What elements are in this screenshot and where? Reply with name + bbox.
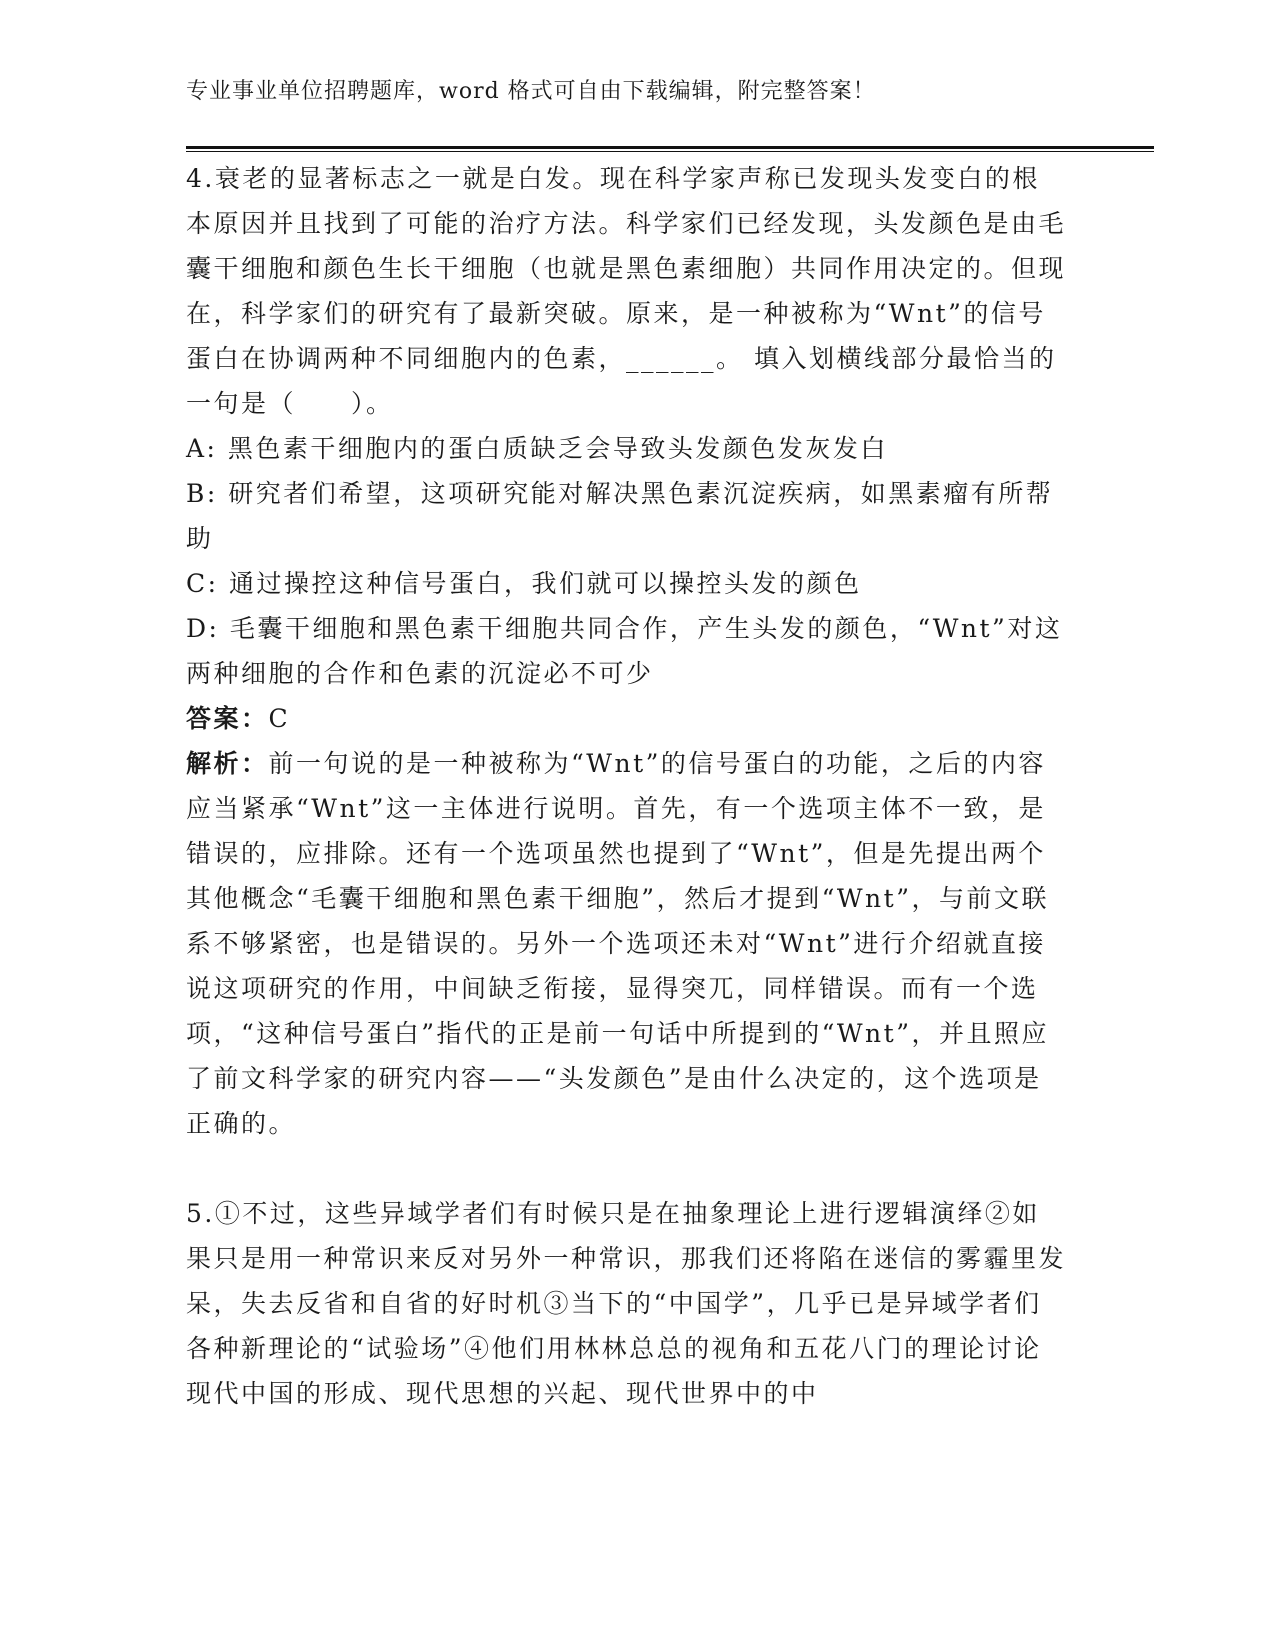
analysis-text: 前一句说的是一种被称为“Wnt”的信号蛋白的功能，之后的内容应当紧承“Wnt”这一主体进行说明。首先，有一个选项主体不一致，是错误的，应排除。还有一个选项虽然也提到了“Wnt”，但是先提出两个其他概念“毛囊干细胞和黑色素干细胞”，然后才提到“Wnt”，与前文联系不够紧密，也是错误的。另外一个选项还未对“Wnt”进行介绍就直接说这项研究的作用，中间缺乏衔接，显得突兀，同样错误。而有一个选项，“这种信号蛋白”指代的正是前一句话中所提到的“Wnt”，并且照应了前文科学家的研究内容——“头发颜色”是由什么决定的，这个选项是正确的。 xyxy=(186,749,1049,1138)
option-d: D: 毛囊干细胞和黑色素干细胞共同合作，产生头发的颜色，“Wnt”对这两种细胞的合作和色素的沉淀必不可少 xyxy=(186,614,1063,688)
analysis-label: 解析： xyxy=(186,749,269,778)
header-rule-thin xyxy=(186,151,1154,152)
document-body xyxy=(186,156,1066,1416)
question-5 xyxy=(186,1191,1066,1416)
question-stem: 5.①不过，这些异域学者们有时候只是在抽象理论上进行逻辑演绎②如果只是用一种常识来反对另外一种常识，那我们还将陷在迷信的雾霾里发呆，失去反省和自省的好时机③当下的“中国学”，几乎已是异域学者们各种新理论的“试验场”④他们用林林总总的视角和五花八门的理论讨论现代中国的形成、现代思想的兴起、现代世界中的中 xyxy=(186,1199,1067,1408)
question-stem: 4.衰老的显著标志之一就是白发。现在科学家声称已发现头发变白的根本原因并且找到了可能的治疗方法。科学家们已经发现，头发颜色是由毛囊干细胞和颜色生长干细胞（也就是黑色素细胞）共同作用决定的。但现在，科学家们的研究有了最新突破。原来，是一种被称为“Wnt”的信号蛋白在协调两种不同细胞内的色素，______。 填入划横线部分最恰当的一句是（ ）。 xyxy=(186,164,1067,418)
page-header: 专业事业单位招聘题库，word 格式可自由下载编辑，附完整答案！ xyxy=(186,79,876,104)
option-c: C: 通过操控这种信号蛋白，我们就可以操控头发的颜色 xyxy=(186,569,862,598)
option-a: A: 黑色素干细胞内的蛋白质缺乏会导致头发颜色发灰发白 xyxy=(186,434,888,463)
answer-value: C xyxy=(268,704,291,733)
answer xyxy=(186,696,1066,741)
header-rule-thick xyxy=(186,146,1154,149)
option-b: B: 研究者们希望，这项研究能对解决黑色素沉淀疾病，如黑素瘤有所帮助 xyxy=(186,479,1054,553)
analysis xyxy=(186,741,1066,1146)
question-spacer xyxy=(186,1146,1066,1191)
answer-label: 答案： xyxy=(186,704,269,733)
question-4 xyxy=(186,156,1066,1146)
